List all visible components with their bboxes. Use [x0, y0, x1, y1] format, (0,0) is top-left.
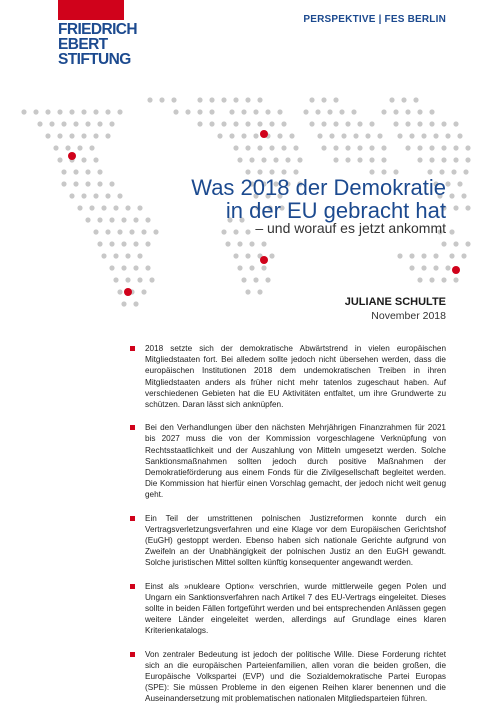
map-dot — [171, 97, 176, 102]
map-dot — [417, 145, 422, 150]
map-dot — [273, 157, 278, 162]
map-dot — [261, 157, 266, 162]
map-dot — [441, 241, 446, 246]
bullet-text: Einst als »nukleare Option« verschrien, wurde mittlerweile gegen Polen und Ungarn ein Sanktionsverfahren nach Artikel 7 des EU-Vertrags eingeleitet. Dieses sollte in beiden Fällen fortgeführt werden und bei entsprechenden Anlässen gegen weitere Länder eingeleitet werden, allerdings auf Grundlage eines klaren Kriterienkatalogs. — [145, 581, 446, 636]
bullet-square-icon — [130, 584, 135, 589]
map-dot — [345, 157, 350, 162]
map-dot — [285, 157, 290, 162]
map-dot — [125, 253, 130, 258]
map-dot — [69, 133, 74, 138]
map-dot — [421, 133, 426, 138]
map-dot — [159, 97, 164, 102]
map-dot — [137, 253, 142, 258]
map-dot — [281, 169, 286, 174]
map-dot — [133, 241, 138, 246]
map-dot — [381, 169, 386, 174]
map-dot — [89, 145, 94, 150]
map-dot — [309, 121, 314, 126]
page-title — [191, 176, 446, 222]
bullet-square-icon — [130, 346, 135, 351]
map-dot — [369, 157, 374, 162]
map-dot — [81, 157, 86, 162]
map-dot — [409, 265, 414, 270]
map-dot — [241, 109, 246, 114]
map-dot — [61, 181, 66, 186]
map-highlight-dot — [68, 152, 76, 160]
map-dot — [409, 253, 414, 258]
map-dot — [53, 145, 58, 150]
map-dot — [245, 169, 250, 174]
map-dot — [141, 229, 146, 234]
map-dot — [345, 121, 350, 126]
map-dot — [105, 109, 110, 114]
map-dot — [393, 169, 398, 174]
map-dot — [97, 217, 102, 222]
map-dot — [197, 109, 202, 114]
logo-line-2: EBERT — [58, 36, 108, 53]
map-dot — [257, 145, 262, 150]
map-dot — [217, 133, 222, 138]
map-dot — [113, 253, 118, 258]
map-dot — [233, 121, 238, 126]
map-dot — [149, 277, 154, 282]
map-dot — [45, 109, 50, 114]
bullet-square-icon — [130, 652, 135, 657]
map-dot — [321, 97, 326, 102]
map-dot — [405, 109, 410, 114]
map-highlight-dot — [124, 288, 132, 296]
map-dot — [429, 109, 434, 114]
map-dot — [249, 157, 254, 162]
map-dot — [293, 145, 298, 150]
map-dot — [357, 121, 362, 126]
map-dot — [369, 121, 374, 126]
map-dot — [245, 289, 250, 294]
bullet-text: 2018 setzte sich der demokratische Abwärtstrend in vielen europäischen Mitgliedstaaten fort. Bei alledem sollte jedoch nicht übersehen werden, dass die europäischen Institutionen 2018 dem undemokratischen Treiben in ihren Mitgliedstaaten anders als früher nicht mehr tatenlos zugeschaut haben. Auf verschiedenen Gebieten hat die EU Aktivitäten entfaltet, um ihre Grundwerte zu schützen. Daran lässt sich anknüpfen. — [145, 344, 446, 410]
map-dot — [133, 217, 138, 222]
map-dot — [401, 97, 406, 102]
map-dot — [229, 109, 234, 114]
map-dot — [97, 181, 102, 186]
map-dot — [145, 265, 150, 270]
map-dot — [453, 145, 458, 150]
map-dot — [457, 133, 462, 138]
map-dot — [445, 133, 450, 138]
map-dot — [369, 169, 374, 174]
map-dot — [269, 145, 274, 150]
map-dot — [93, 157, 98, 162]
map-dot — [329, 133, 334, 138]
map-dot — [433, 265, 438, 270]
map-dot — [241, 277, 246, 282]
map-dot — [405, 121, 410, 126]
map-dot — [77, 205, 82, 210]
map-dot — [453, 205, 458, 210]
summary-bullet — [130, 343, 446, 410]
publication-date: November 2018 — [371, 310, 446, 322]
bullet-text: Ein Teil der umstrittenen polnischen Justizreformen konnte durch ein Vertragsverletzungsverfahren und eine Klage vor dem Europäischen Gerichtshof (EuGH) gestoppt werden. Ebenso haben sich nationale Gerichte aufgrund von Zweifeln an der Unabhängigkeit der polnischen Justiz an den EuGH gewandt. Solche juristischen Mittel sollten künftig konsequenter angewandt werden. — [145, 513, 446, 568]
map-dot — [245, 253, 250, 258]
map-dot — [327, 109, 332, 114]
map-dot — [141, 289, 146, 294]
title-line-2: in der EU gebracht hat — [225, 198, 446, 223]
map-dot — [261, 265, 266, 270]
map-dot — [113, 277, 118, 282]
map-dot — [429, 277, 434, 282]
map-dot — [449, 193, 454, 198]
map-dot — [441, 121, 446, 126]
map-dot — [45, 133, 50, 138]
map-dot — [73, 181, 78, 186]
map-dot — [97, 241, 102, 246]
map-dot — [321, 145, 326, 150]
map-dot — [449, 229, 454, 234]
map-dot — [429, 157, 434, 162]
map-dot — [109, 181, 114, 186]
map-dot — [269, 169, 274, 174]
map-dot — [109, 241, 114, 246]
map-dot — [97, 121, 102, 126]
map-dot — [333, 97, 338, 102]
map-dot — [21, 109, 26, 114]
map-dot — [429, 145, 434, 150]
map-dot — [453, 121, 458, 126]
map-dot — [265, 277, 270, 282]
map-dot — [93, 193, 98, 198]
map-dot — [393, 109, 398, 114]
map-dot — [137, 277, 142, 282]
map-dot — [85, 169, 90, 174]
map-dot — [441, 277, 446, 282]
logo-line-1: FRIEDRICH — [58, 21, 137, 38]
map-dot — [433, 133, 438, 138]
map-dot — [333, 157, 338, 162]
summary-bullet — [130, 513, 446, 569]
map-dot — [465, 205, 470, 210]
map-dot — [253, 109, 258, 114]
map-dot — [105, 133, 110, 138]
map-dot — [377, 133, 382, 138]
map-dot — [57, 133, 62, 138]
map-dot — [339, 109, 344, 114]
summary-bullet — [130, 422, 446, 500]
map-dot — [73, 121, 78, 126]
map-dot — [417, 121, 422, 126]
map-dot — [69, 109, 74, 114]
map-dot — [405, 145, 410, 150]
map-dot — [85, 181, 90, 186]
map-dot — [153, 229, 158, 234]
map-dot — [221, 121, 226, 126]
dotted-world-map — [0, 0, 504, 330]
map-dot — [245, 145, 250, 150]
map-dot — [105, 229, 110, 234]
map-dot — [381, 109, 386, 114]
map-dot — [113, 205, 118, 210]
map-dot — [97, 169, 102, 174]
map-dot — [185, 109, 190, 114]
map-dot — [317, 133, 322, 138]
map-dot — [433, 253, 438, 258]
map-dot — [333, 121, 338, 126]
map-dot — [389, 97, 394, 102]
summary-bullet — [130, 649, 446, 705]
map-dot — [277, 109, 282, 114]
map-dot — [265, 109, 270, 114]
map-dot — [93, 133, 98, 138]
map-dot — [69, 193, 74, 198]
map-dot — [269, 121, 274, 126]
map-dot — [277, 133, 282, 138]
map-dot — [293, 169, 298, 174]
map-dot — [209, 97, 214, 102]
map-dot — [117, 193, 122, 198]
map-dot — [413, 97, 418, 102]
map-dot — [445, 265, 450, 270]
map-dot — [133, 265, 138, 270]
map-dot — [427, 169, 432, 174]
map-highlight-dot — [452, 266, 460, 274]
map-dot — [145, 217, 150, 222]
map-dot — [109, 217, 114, 222]
map-dot — [121, 265, 126, 270]
map-dot — [439, 169, 444, 174]
map-dot — [121, 241, 126, 246]
map-dot — [393, 121, 398, 126]
map-dot — [441, 157, 446, 162]
map-dot — [353, 133, 358, 138]
map-dot — [257, 169, 262, 174]
map-dot — [289, 133, 294, 138]
map-dot — [369, 145, 374, 150]
title-line-1: Was 2018 der Demokratie — [191, 175, 446, 200]
map-dot — [451, 169, 456, 174]
map-dot — [429, 121, 434, 126]
map-dot — [365, 133, 370, 138]
map-dot — [237, 265, 242, 270]
map-dot — [397, 253, 402, 258]
map-dot — [197, 97, 202, 102]
map-dot — [341, 133, 346, 138]
map-dot — [237, 241, 242, 246]
summary-bullet — [130, 581, 446, 637]
map-dot — [221, 229, 226, 234]
map-dot — [73, 169, 78, 174]
map-dot — [65, 145, 70, 150]
map-dot — [49, 121, 54, 126]
map-dot — [249, 241, 254, 246]
map-dot — [233, 97, 238, 102]
author-name: JULIANE SCHULTE — [344, 296, 446, 308]
map-dot — [93, 109, 98, 114]
map-dot — [117, 289, 122, 294]
map-dot — [245, 97, 250, 102]
map-dot — [345, 145, 350, 150]
map-dot — [441, 145, 446, 150]
map-dot — [257, 97, 262, 102]
map-dot — [85, 121, 90, 126]
map-dot — [281, 121, 286, 126]
map-dot — [33, 109, 38, 114]
bullet-text: Bei den Verhandlungen über den nächsten Mehrjährigen Finanzrahmen für 2021 bis 2027 muss die von der Kommission vorgeschlagene Verknüpfung von Rechtsstaatlichkeit und der Auszahlung von Mitteln umgesetzt werden. Solche Sanktionsmaßnahmen sollten jedoch durch positive Maßnahmen der Demokratieförderung aus einem Fonds für die Zivilgesellschaft begleitet werden. Die Kommission hat hierfür einen Vorschlag gemacht, der jedoch nicht weit genug geht. — [145, 423, 446, 500]
map-dot — [409, 133, 414, 138]
map-dot — [81, 193, 86, 198]
map-dot — [125, 205, 130, 210]
map-dot — [57, 157, 62, 162]
map-dot — [121, 217, 126, 222]
map-dot — [297, 157, 302, 162]
map-dot — [465, 157, 470, 162]
map-dot — [333, 145, 338, 150]
map-dot — [453, 277, 458, 282]
map-dot — [229, 133, 234, 138]
map-dot — [461, 253, 466, 258]
map-dot — [237, 157, 242, 162]
map-dot — [357, 145, 362, 150]
map-dot — [351, 109, 356, 114]
map-dot — [117, 109, 122, 114]
map-dot — [303, 109, 308, 114]
map-dot — [109, 265, 114, 270]
map-dot — [233, 229, 238, 234]
bullet-square-icon — [130, 425, 135, 430]
map-dot — [257, 289, 262, 294]
map-highlight-dot — [260, 256, 268, 264]
map-dot — [417, 157, 422, 162]
map-dot — [109, 121, 114, 126]
map-dot — [233, 253, 238, 258]
map-dot — [253, 133, 258, 138]
series-label: PERSPEKTIVE | FES BERLIN — [303, 14, 446, 25]
map-dot — [253, 277, 258, 282]
map-dot — [257, 121, 262, 126]
map-dot — [145, 241, 150, 246]
map-dot — [173, 109, 178, 114]
map-dot — [121, 301, 126, 306]
map-dot — [321, 121, 326, 126]
map-dot — [397, 133, 402, 138]
map-dot — [465, 145, 470, 150]
map-dot — [465, 241, 470, 246]
map-dot — [381, 157, 386, 162]
map-dot — [245, 229, 250, 234]
map-dot — [357, 157, 362, 162]
map-dot — [463, 169, 468, 174]
map-dot — [417, 109, 422, 114]
logo-line-3: STIFTUNG — [58, 51, 131, 68]
map-dot — [81, 109, 86, 114]
map-dot — [381, 145, 386, 150]
map-dot — [461, 193, 466, 198]
map-dot — [61, 121, 66, 126]
map-dot — [309, 97, 314, 102]
map-dot — [221, 97, 226, 102]
map-dot — [133, 301, 138, 306]
map-dot — [117, 229, 122, 234]
map-dot — [457, 181, 462, 186]
map-dot — [233, 145, 238, 150]
map-highlight-dot — [260, 130, 268, 138]
map-dot — [77, 145, 82, 150]
map-dot — [125, 277, 130, 282]
map-dot — [315, 109, 320, 114]
map-dot — [129, 229, 134, 234]
map-dot — [37, 121, 42, 126]
map-dot — [209, 109, 214, 114]
map-dot — [453, 241, 458, 246]
map-dot — [417, 277, 422, 282]
map-dot — [281, 145, 286, 150]
map-dot — [209, 121, 214, 126]
map-dot — [137, 205, 142, 210]
bullet-square-icon — [130, 516, 135, 521]
map-dot — [269, 253, 274, 258]
map-dot — [249, 265, 254, 270]
bullet-text: Von zentraler Bedeutung ist jedoch der politische Wille. Diese Forderung richtet sich an die europäischen Parteienfamilien, allen voran die beiden großen, die Europäische Volkspartei (EVP) und die Sozialdemokratische Partei Europas (SPE): Sie müssen Probleme in den eigenen Reihen klarer benennen und die Auseinandersetzung mit problematischen nationalen Mitgliedsparteien führen. — [145, 649, 446, 704]
map-dot — [241, 133, 246, 138]
map-dot — [105, 193, 110, 198]
map-dot — [421, 265, 426, 270]
page-subtitle: – und worauf es jetzt ankommt — [255, 220, 446, 236]
map-dot — [93, 229, 98, 234]
map-dot — [449, 253, 454, 258]
map-dot — [147, 97, 152, 102]
map-dot — [453, 157, 458, 162]
map-dot — [89, 205, 94, 210]
map-dot — [261, 241, 266, 246]
map-dot — [85, 217, 90, 222]
map-dot — [225, 241, 230, 246]
map-dot — [245, 121, 250, 126]
summary-bullets — [130, 343, 446, 717]
map-dot — [57, 109, 62, 114]
map-dot — [421, 253, 426, 258]
map-dot — [101, 253, 106, 258]
map-dot — [197, 121, 202, 126]
map-dot — [445, 181, 450, 186]
map-dot — [101, 205, 106, 210]
map-dot — [81, 133, 86, 138]
map-dot — [61, 169, 66, 174]
